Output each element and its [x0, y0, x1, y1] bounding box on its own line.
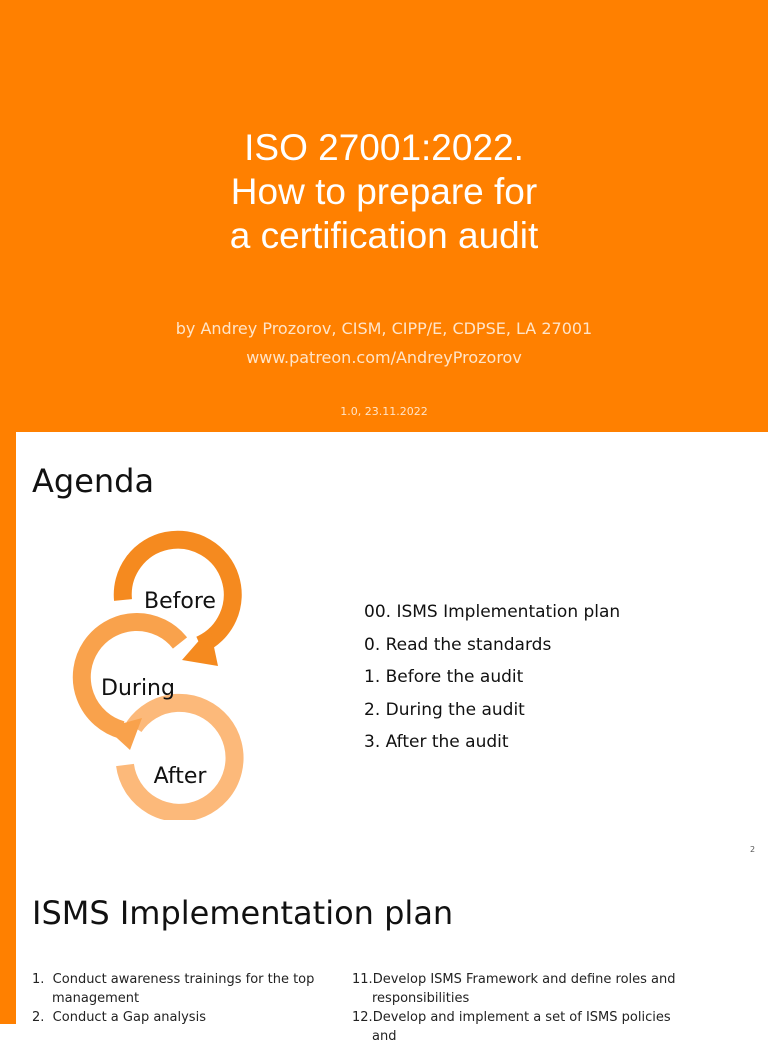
list-item: 11.Develop ISMS Framework and define roles and responsibilities [352, 972, 676, 1006]
agenda-item: 00. ISMS Implementation plan [364, 602, 621, 622]
plan-list-left [32, 970, 332, 1027]
plan-title: ISMS Implementation plan [32, 894, 454, 932]
agenda-item: 2. During the audit [364, 699, 525, 720]
cycle-diagram [60, 520, 260, 820]
cover-url[interactable]: www.patreon.com/AndreyProzorov [246, 348, 522, 367]
cover-slide [0, 0, 768, 432]
plan-list-right [352, 970, 692, 1046]
agenda-title: Agenda [32, 462, 155, 500]
list-item: 2. Conduct a Gap analysis [32, 1010, 206, 1025]
cycle-before: Before [144, 589, 216, 614]
cycle-after: After [153, 764, 207, 789]
agenda-item: 0. Read the standards [364, 634, 552, 655]
cycle-during: During [101, 676, 175, 701]
agenda-list [364, 596, 620, 759]
agenda-item: 3. After the audit [364, 732, 509, 752]
list-item: 1. Conduct awareness trainings for the top management [32, 972, 315, 1006]
cover-author: by Andrey Prozorov, CISM, CIPP/E, CDPSE, LA 27001 www.patreon.com/AndreyProzorov [0, 314, 768, 372]
cover-title: ISO 27001:2022. How to prepare for a certification audit [229, 127, 539, 256]
list-item: 12.Develop and implement a set of ISMS policies and [352, 1010, 671, 1044]
agenda-item: 1. Before the audit [364, 667, 524, 687]
page-number: 2 [750, 845, 756, 854]
accent-strip [0, 432, 16, 1024]
cover-version: 1.0, 23.11.2022 [340, 405, 428, 418]
